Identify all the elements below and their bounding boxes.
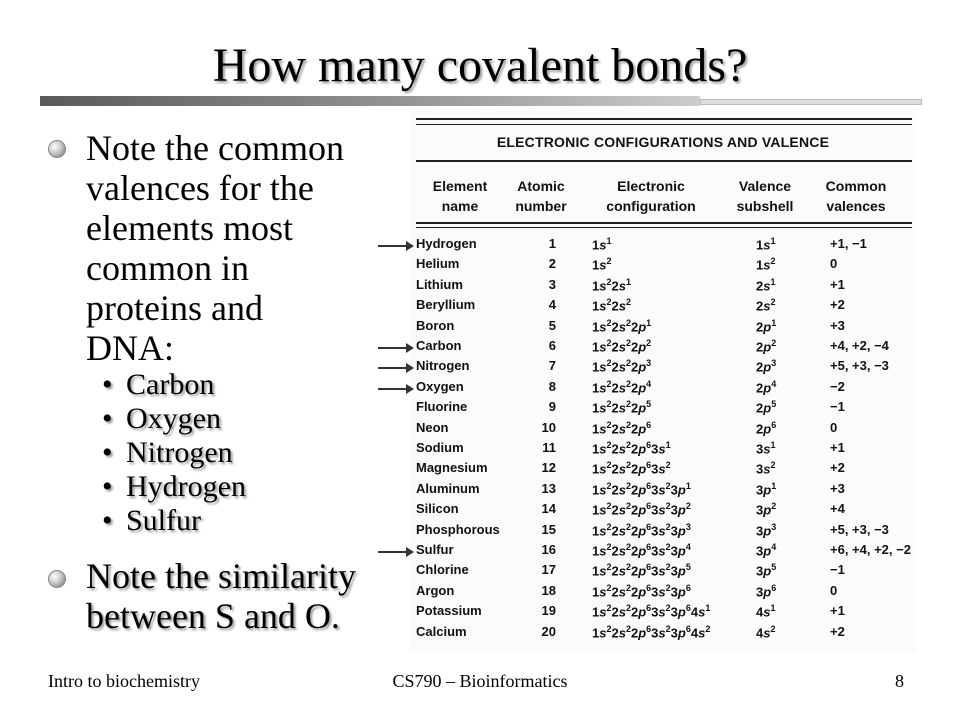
bullet-text xyxy=(86,128,344,368)
valence-subshell: $4s^2$ xyxy=(756,623,776,640)
atomic-number: 16 xyxy=(541,542,556,557)
bullet-line: between S and O. xyxy=(86,596,340,636)
electron-configuration: $1s^22s^1$ xyxy=(592,276,631,294)
column-header-line: valences xyxy=(826,198,886,214)
element-name: Chlorine xyxy=(416,562,469,578)
pointer-arrow-icon xyxy=(378,388,412,390)
element-name: Calcium xyxy=(416,623,467,639)
electron-configuration: $1s^22s^22p^63s^23p^4$ xyxy=(592,542,691,559)
element-name: Sodium xyxy=(416,440,464,455)
table-row xyxy=(410,356,916,376)
table-row xyxy=(410,499,916,519)
element-name: Lithium xyxy=(416,276,463,292)
table-row xyxy=(410,560,916,580)
atomic-number: 12 xyxy=(541,460,556,476)
electron-configuration: $1s^22s^22p^3$ xyxy=(592,358,652,375)
valence-subshell: $2p^1$ xyxy=(756,317,777,334)
common-valences: +4 xyxy=(830,501,845,517)
element-name: Magnesium xyxy=(416,460,488,476)
bullet-dot-icon: • xyxy=(102,436,113,469)
electron-configuration: $1s^22s^22p^63s^23p^5$ xyxy=(592,562,691,579)
column-header-line: Common xyxy=(825,178,887,194)
column-header-line: Valence xyxy=(738,178,792,194)
bullet-dot-icon: • xyxy=(102,368,113,401)
table-row xyxy=(410,234,916,254)
common-valences: +2 xyxy=(830,460,845,476)
common-valences: +2 xyxy=(830,297,845,313)
common-valences: +6, +4, +2, −2 xyxy=(830,542,911,557)
bullet-line: valences for the xyxy=(86,168,314,208)
table-title: ELECTRONIC CONFIGURATIONS AND VALENCE xyxy=(496,134,830,150)
atomic-number: 3 xyxy=(548,276,556,292)
element-name: Sulfur xyxy=(416,542,454,557)
slide-title: How many covalent bonds? xyxy=(212,39,748,92)
bullet-line: proteins and xyxy=(86,288,263,328)
electron-configuration: $1s^22s^22p^5$ xyxy=(592,399,652,416)
table-rule xyxy=(416,227,912,228)
column-header xyxy=(504,176,578,216)
valence-subshell: $3s^2$ xyxy=(756,460,776,477)
bullet-dot-icon: • xyxy=(102,504,113,537)
element-name: Potassium xyxy=(416,603,482,619)
atomic-number: 19 xyxy=(541,603,556,619)
column-header-line: number xyxy=(515,198,567,214)
column-header-line: Atomic xyxy=(517,178,565,194)
title-underline xyxy=(40,96,920,106)
atomic-number: 13 xyxy=(541,480,556,496)
valence-subshell: $2p^4$ xyxy=(756,378,777,396)
column-header xyxy=(586,176,716,216)
table-row xyxy=(410,438,916,458)
bullet-line: DNA: xyxy=(86,328,174,368)
table-row xyxy=(410,295,916,315)
pointer-arrow-icon xyxy=(378,347,412,349)
table-rule xyxy=(416,222,912,224)
electron-configuration: $1s^22s^22p^63s^23p^64s^1$ xyxy=(592,603,711,620)
valence-subshell: $3p^6$ xyxy=(756,582,777,600)
bullet-line: elements most xyxy=(86,208,293,248)
column-header xyxy=(418,176,502,216)
atomic-number: 18 xyxy=(541,582,556,598)
table-row xyxy=(410,336,916,356)
element-name: Silicon xyxy=(416,501,459,517)
atomic-number: 11 xyxy=(542,440,556,455)
table-row xyxy=(410,622,916,642)
bullet-ball-icon xyxy=(48,570,66,588)
electron-configuration: $1s^22s^22p^63s^23p^1$ xyxy=(592,480,691,498)
bullet-dot-icon: • xyxy=(102,470,113,503)
atomic-number: 5 xyxy=(548,317,556,333)
element-name: Helium xyxy=(416,256,460,272)
column-header xyxy=(720,176,810,216)
valence-subshell: $3p^1$ xyxy=(756,480,777,498)
common-valences: +1, −1 xyxy=(830,236,867,251)
common-valences: −1 xyxy=(830,399,845,415)
element-name: Oxygen xyxy=(416,378,464,394)
table-row xyxy=(410,479,916,499)
table-row xyxy=(410,418,916,438)
element-name: Beryllium xyxy=(416,297,476,313)
element-name: Phosphorous xyxy=(416,521,500,537)
valence-subshell: $4s^1$ xyxy=(756,603,776,620)
atomic-number: 17 xyxy=(541,562,556,578)
table-row xyxy=(410,397,916,417)
title-underline-dark xyxy=(40,96,700,106)
valence-subshell: $1s^1$ xyxy=(756,236,776,253)
pointer-arrow-icon xyxy=(378,367,412,369)
table-rule xyxy=(416,160,912,162)
common-valences: +5, +3, −3 xyxy=(830,521,889,537)
atomic-number: 20 xyxy=(541,623,556,639)
common-valences: −2 xyxy=(830,378,845,394)
element-name: Boron xyxy=(416,317,455,333)
electron-configuration: $1s^22s^2$ xyxy=(592,297,631,314)
column-header-line: configuration xyxy=(606,198,696,214)
column-header-line: subshell xyxy=(736,198,794,214)
atomic-number: 9 xyxy=(548,399,556,415)
electron-configuration: $1s^22s^22p^63s^2$ xyxy=(592,460,671,477)
element-name: Argon xyxy=(416,582,455,598)
sublist-item-label: Nitrogen xyxy=(126,436,233,469)
table-row xyxy=(410,520,916,540)
atomic-number: 15 xyxy=(541,521,556,537)
atomic-number: 14 xyxy=(541,501,556,517)
common-valences: +1 xyxy=(830,440,845,455)
valence-subshell: $2p^2$ xyxy=(756,338,777,355)
bullet-line: Note the similarity xyxy=(86,556,356,596)
atomic-number: 4 xyxy=(548,297,556,313)
valence-subshell: $3s^1$ xyxy=(756,440,776,457)
table-row xyxy=(410,275,916,295)
title-underline-light xyxy=(700,99,922,105)
sublist-item-label: Hydrogen xyxy=(126,470,246,503)
sublist-item-label: Oxygen xyxy=(126,402,221,435)
table-row xyxy=(410,254,916,274)
valence-table-image xyxy=(410,110,916,652)
atomic-number: 1 xyxy=(548,236,556,251)
element-name: Hydrogen xyxy=(416,236,477,251)
electron-configuration: $1s^22s^22p^4$ xyxy=(592,378,652,396)
electron-configuration: $1s^2$ xyxy=(592,256,612,273)
column-header-line: Electronic xyxy=(617,178,685,194)
atomic-number: 10 xyxy=(541,419,556,435)
pointer-arrow-icon xyxy=(378,245,412,247)
table-row xyxy=(410,601,916,621)
valence-subshell: $2p^6$ xyxy=(756,419,777,436)
electron-configuration: $1s^22s^22p^63s^23p^6$ xyxy=(592,582,691,600)
footer-program: CS790 – Bioinformatics xyxy=(392,671,568,691)
element-name: Aluminum xyxy=(416,480,480,496)
column-header-line: Element xyxy=(432,178,488,194)
common-valences: +3 xyxy=(830,317,845,333)
atomic-number: 2 xyxy=(548,256,556,272)
common-valences: +5, +3, −3 xyxy=(830,358,889,374)
valence-subshell: $2s^2$ xyxy=(756,297,776,314)
valence-subshell: $3p^5$ xyxy=(756,562,777,579)
table-row xyxy=(410,316,916,336)
footer-course: Intro to biochemistry xyxy=(48,671,200,691)
sublist-item-label: Sulfur xyxy=(126,504,201,537)
electron-configuration: $1s^22s^22p^2$ xyxy=(592,338,652,355)
common-valences: +3 xyxy=(830,480,845,496)
column-header xyxy=(808,176,904,216)
bullet-text xyxy=(86,556,356,636)
common-valences: 0 xyxy=(830,256,838,272)
column-header-line: name xyxy=(441,198,479,214)
common-valences: +1 xyxy=(830,603,845,619)
table-rule xyxy=(416,118,912,120)
table-row xyxy=(410,581,916,601)
table-rule xyxy=(416,124,912,125)
common-valences: +1 xyxy=(830,276,845,292)
electron-configuration: $1s^22s^22p^1$ xyxy=(592,317,652,334)
electron-configuration: $1s^22s^22p^6$ xyxy=(592,419,652,436)
electron-configuration: $1s^22s^22p^63s^23p^64s^2$ xyxy=(592,623,711,640)
common-valences: 0 xyxy=(830,419,838,435)
electron-configuration: $1s^22s^22p^63s^23p^2$ xyxy=(592,501,691,518)
bullet-line: Note the common xyxy=(86,128,344,168)
sublist-item-label: Carbon xyxy=(126,368,215,401)
table-row xyxy=(410,540,916,560)
electron-configuration: $1s^22s^22p^63s^23p^3$ xyxy=(592,521,691,538)
atomic-number: 6 xyxy=(548,338,556,353)
element-name: Nitrogen xyxy=(416,358,470,374)
element-name: Carbon xyxy=(416,338,462,353)
valence-subshell: $2p^5$ xyxy=(756,399,777,416)
table-row xyxy=(410,458,916,478)
valence-subshell: $1s^2$ xyxy=(756,256,776,273)
atomic-number: 8 xyxy=(548,378,556,394)
atomic-number: 7 xyxy=(548,358,556,374)
valence-subshell: $3p^3$ xyxy=(756,521,777,538)
element-name: Neon xyxy=(416,419,449,435)
common-valences: 0 xyxy=(830,582,838,598)
bullet-dot-icon: • xyxy=(102,402,113,435)
element-name: Fluorine xyxy=(416,399,468,415)
electron-configuration: $1s^1$ xyxy=(592,236,612,253)
valence-subshell: $2s^1$ xyxy=(756,276,776,294)
common-valences: −1 xyxy=(830,562,845,578)
footer-page-number: 8 xyxy=(895,671,904,691)
table-row xyxy=(410,377,916,397)
bullet-ball-icon xyxy=(48,140,66,158)
electron-configuration: $1s^22s^22p^63s^1$ xyxy=(592,440,671,457)
bullet-line: common in xyxy=(86,248,249,288)
valence-subshell: $3p^2$ xyxy=(756,501,777,518)
pointer-arrow-icon xyxy=(378,551,412,553)
common-valences: +4, +2, −4 xyxy=(830,338,889,353)
common-valences: +2 xyxy=(830,623,845,639)
valence-subshell: $3p^4$ xyxy=(756,542,777,559)
valence-subshell: $2p^3$ xyxy=(756,358,777,375)
